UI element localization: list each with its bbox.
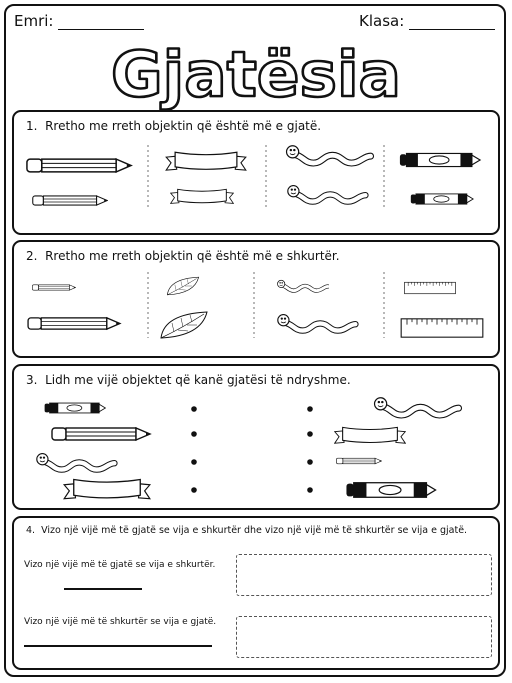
name-line[interactable] [58,13,144,30]
worm-short-icon[interactable] [288,186,366,202]
section-3-art [14,366,498,508]
section-3-heading: 3. Lidh me vijë objektet që kanë gjatësi të ndryshme. [26,373,351,387]
long-reference-line [24,645,212,647]
section-3 [12,364,500,510]
section-4 [12,516,500,670]
left-dots[interactable] [191,406,197,493]
section-2-art [14,242,498,356]
class-field[interactable] [359,12,495,30]
longer-line-answer-box[interactable] [236,554,492,596]
short-reference-line [64,588,142,590]
section-1-art [14,112,498,233]
right-crayon-icon[interactable] [346,483,435,498]
title-text: Gjatësia [111,38,401,110]
pencil-short-icon[interactable] [32,285,75,290]
ribbon-short-icon[interactable] [171,189,234,203]
section-4-heading: 4. Vizo një vijë më të gjatë se vija e shkurtër dhe vizo një vijë më të shkurtër se vija e gjatë. [26,525,468,536]
ruler-short-icon[interactable] [405,282,456,293]
class-label: Klasa: [359,12,405,30]
section-1 [12,110,500,235]
left-pencil-icon[interactable] [52,428,150,440]
ribbon-long-icon[interactable] [166,152,246,170]
class-line[interactable] [409,13,495,30]
crayon-short-icon[interactable] [411,194,473,204]
crayon-long-icon[interactable] [400,153,480,166]
section-2 [12,240,500,358]
ruler-long-icon[interactable] [401,319,483,337]
left-ribbon-icon[interactable] [64,480,150,499]
page-title [0,32,512,110]
worm-long-icon[interactable] [278,315,356,331]
leaf-small-icon[interactable] [167,277,198,295]
right-dots[interactable] [307,406,313,493]
pencil-short-icon[interactable] [33,196,107,205]
right-pencil-icon[interactable] [336,458,381,464]
name-field[interactable] [14,12,144,30]
left-crayon-icon[interactable] [45,403,106,413]
right-worm-icon[interactable] [375,398,459,415]
pencil-long-icon[interactable] [27,159,131,172]
shorter-line-instruction: Vizo një vijë më të shkurtër se vija e gjatë. [24,617,217,627]
right-ribbon-icon[interactable] [335,427,406,443]
pencil-long-icon[interactable] [28,318,120,329]
longer-line-instruction: Vizo një vijë më të gjatë se vija e shkurtër. [24,560,216,570]
shorter-line-answer-box[interactable] [236,616,492,658]
name-label: Emri: [14,12,54,30]
section-2-heading: 2. Rretho me rreth objektin që është më e shkurtër. [26,249,340,263]
leaf-large-icon[interactable] [161,312,207,338]
worm-long-icon[interactable] [287,146,371,163]
left-worm-icon[interactable] [37,454,115,470]
section-1-heading: 1. Rretho me rreth objektin që është më e gjatë. [26,119,322,133]
worm-short-icon[interactable] [278,280,328,290]
